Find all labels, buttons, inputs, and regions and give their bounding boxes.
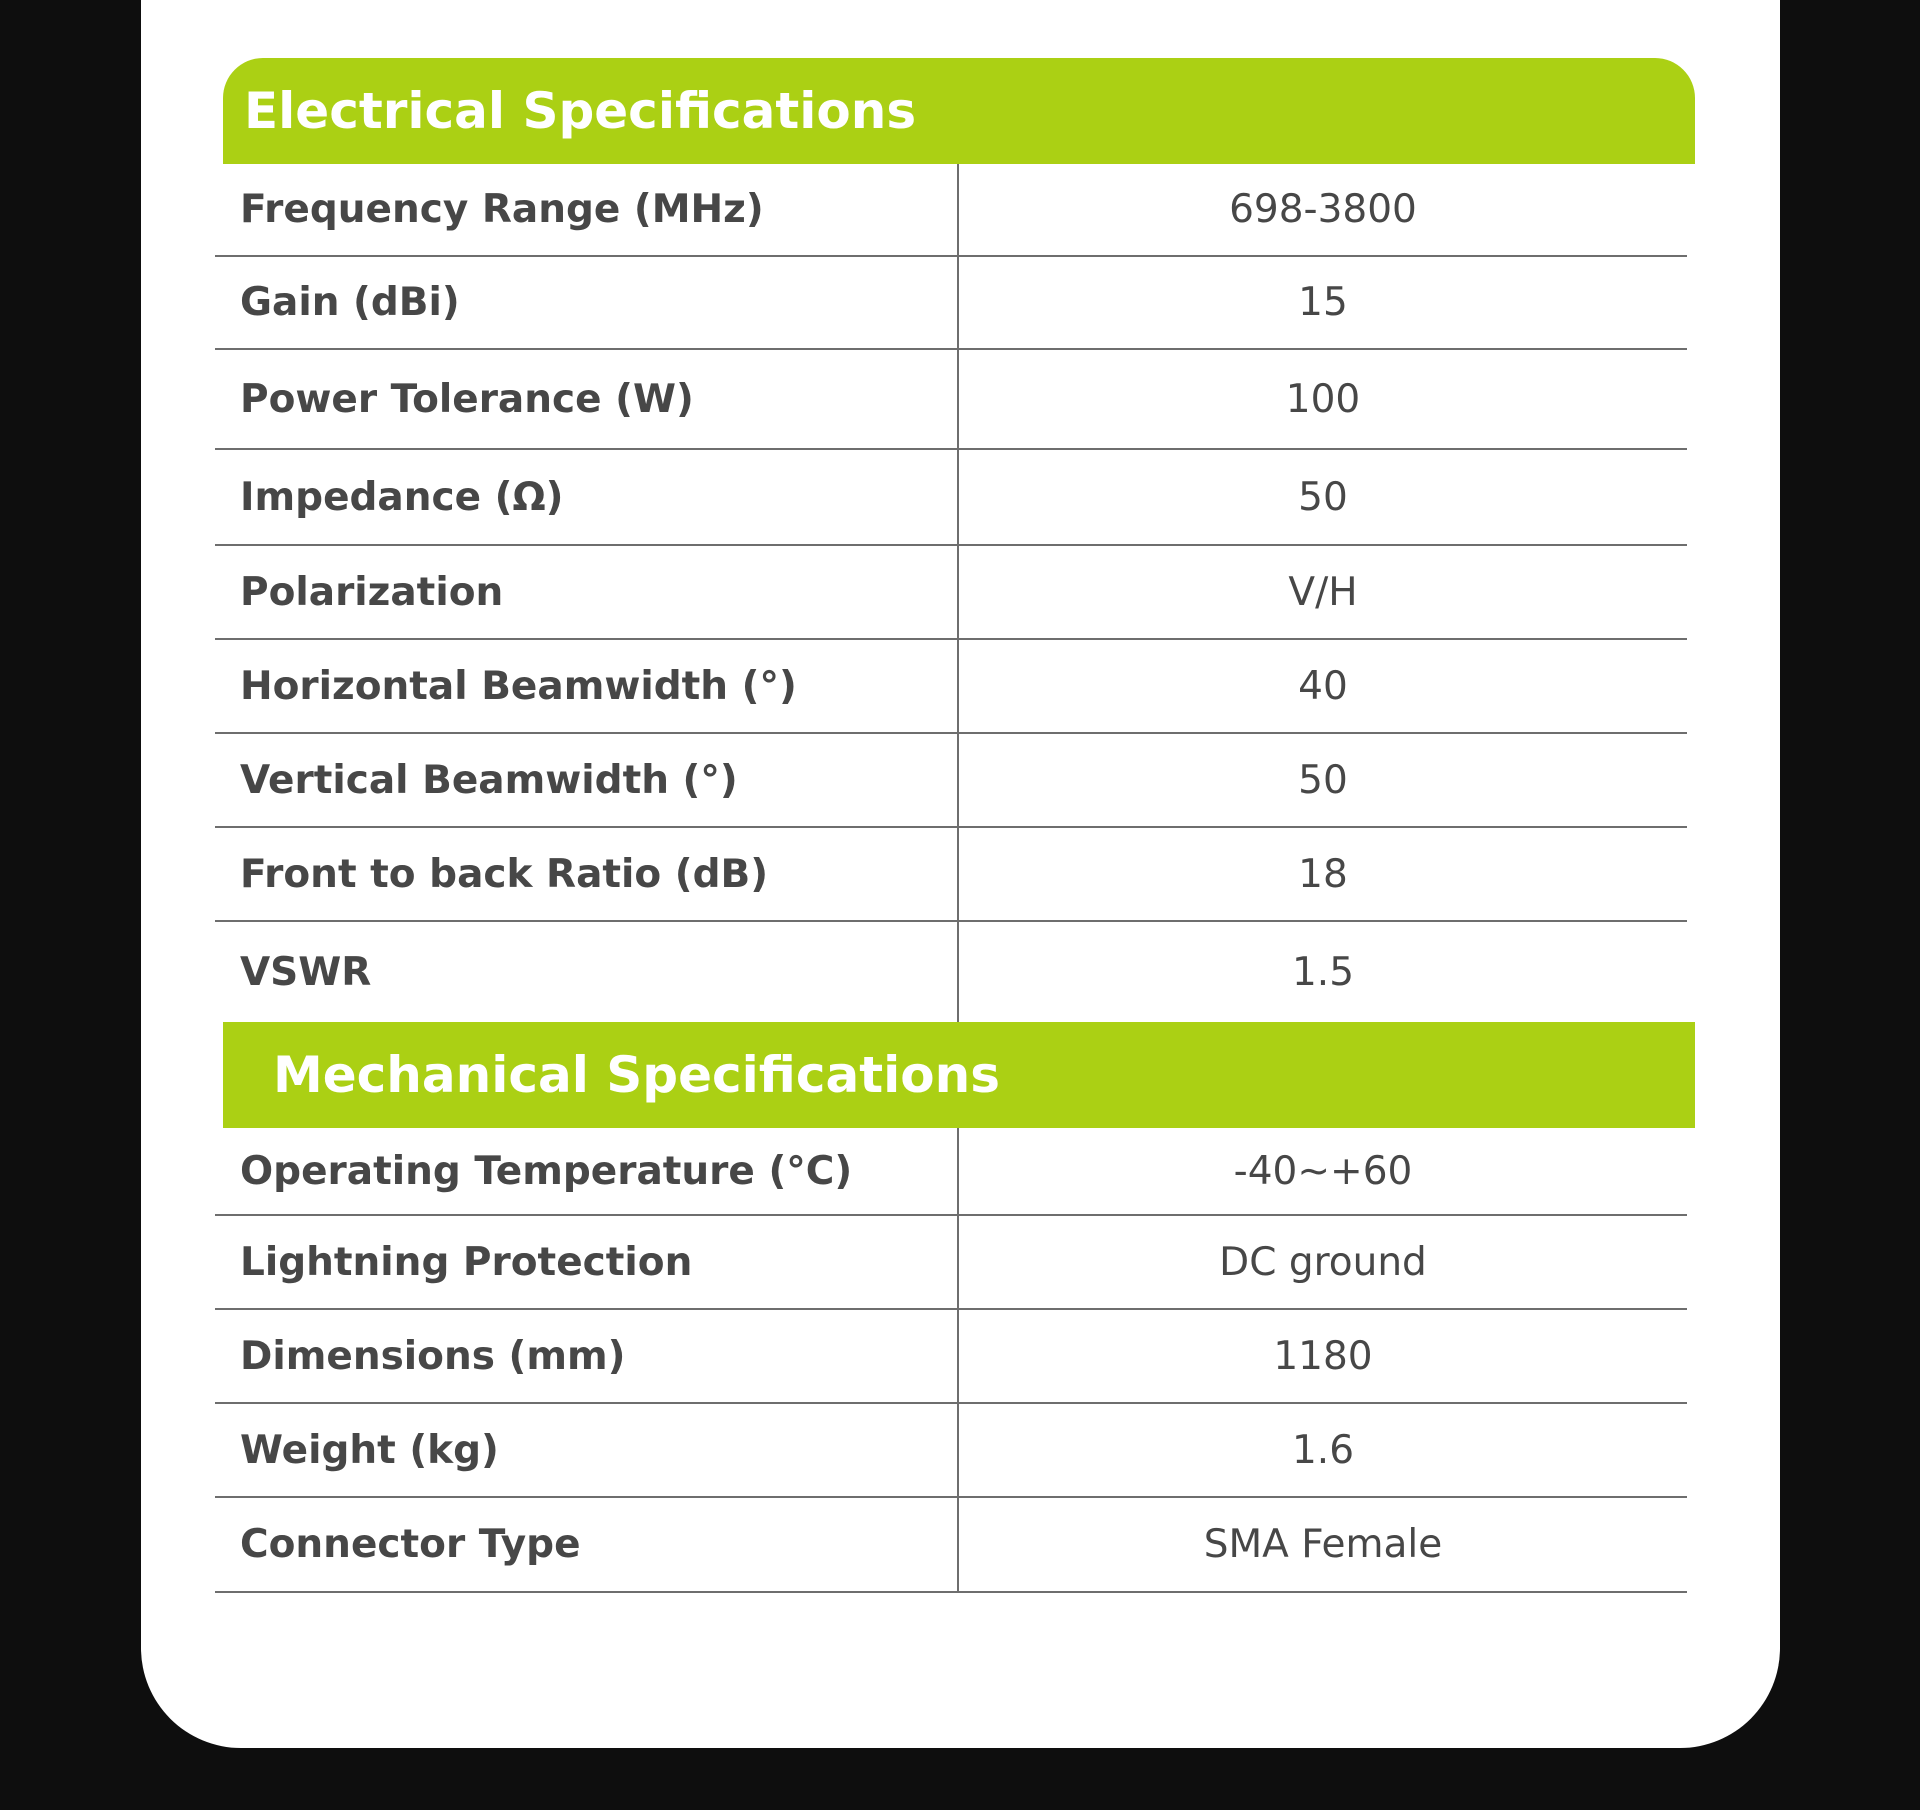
table-row <box>215 734 1687 828</box>
table-row <box>215 546 1687 640</box>
spec-label: Lightning Protection <box>240 1239 693 1285</box>
mechanical-specs-table <box>215 1128 1687 1593</box>
mechanical-specs-header <box>223 1022 1695 1128</box>
spec-label: Operating Temperature (°C) <box>240 1148 853 1194</box>
spec-value: V/H <box>1288 569 1358 615</box>
spec-label: Front to back Ratio (dB) <box>240 851 769 897</box>
table-row <box>215 257 1687 350</box>
spec-label: Dimensions (mm) <box>240 1333 626 1379</box>
table-row <box>215 450 1687 546</box>
spec-value: SMA Female <box>1203 1522 1443 1567</box>
spec-value: 50 <box>1298 757 1348 803</box>
spec-label: Power Tolerance (W) <box>240 376 694 422</box>
spec-value: 50 <box>1298 474 1348 520</box>
electrical-specs-header <box>223 58 1695 164</box>
table-row <box>215 640 1687 734</box>
table-row <box>215 1310 1687 1404</box>
spec-label: Gain (dBi) <box>240 280 460 325</box>
electrical-specs-title: Electrical Specifications <box>244 82 917 140</box>
spec-value: 100 <box>1285 376 1361 422</box>
mechanical-specs-title: Mechanical Specifications <box>273 1046 1000 1104</box>
spec-label: Horizontal Beamwidth (°) <box>240 663 797 709</box>
spec-label: Impedance (Ω) <box>240 474 564 520</box>
spec-value: DC ground <box>1219 1239 1427 1285</box>
table-row <box>215 1404 1687 1498</box>
table-row <box>215 828 1687 922</box>
spec-value: 15 <box>1298 280 1348 325</box>
table-row <box>215 922 1687 1022</box>
spec-label: Polarization <box>240 569 504 615</box>
spec-value: 18 <box>1298 851 1348 897</box>
spec-label: Vertical Beamwidth (°) <box>240 757 738 803</box>
spec-label: Frequency Range (MHz) <box>240 187 764 232</box>
spec-label: VSWR <box>240 949 372 995</box>
table-row <box>215 350 1687 450</box>
spec-value: 40 <box>1298 663 1348 709</box>
spec-value: 1.6 <box>1291 1427 1355 1473</box>
table-row <box>215 1128 1687 1216</box>
spec-label: Connector Type <box>240 1522 581 1567</box>
spec-value: 1.5 <box>1291 949 1355 995</box>
spec-label: Weight (kg) <box>240 1427 499 1473</box>
electrical-specs-table <box>215 164 1687 1022</box>
table-row <box>215 1216 1687 1310</box>
table-row <box>215 1498 1687 1593</box>
table-row <box>215 164 1687 257</box>
spec-value: 1180 <box>1273 1333 1373 1379</box>
spec-value: -40~+60 <box>1233 1148 1413 1194</box>
spec-value: 698-3800 <box>1229 187 1417 232</box>
